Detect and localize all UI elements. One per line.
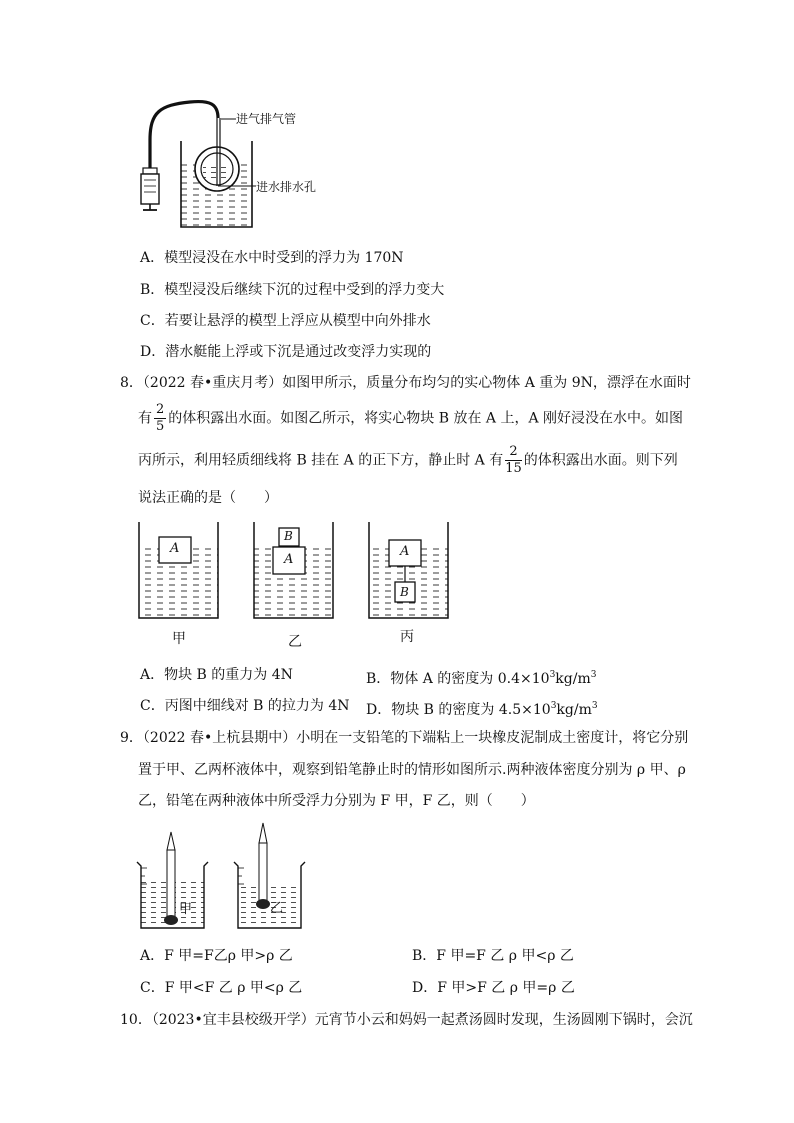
q9-line-2: 置于甲、乙两杯液体中，观察到铅笔静止时的情形如图所示.两种液体密度分别为 ρ 甲、ρ: [138, 762, 686, 778]
q7-option-c-key: C．: [140, 313, 165, 329]
q8-option-b-exp: 3: [549, 670, 556, 680]
block-a-yi: A: [284, 552, 294, 567]
q7-option-b-key: B．: [140, 282, 165, 298]
q7-option-d-key: D．: [140, 344, 166, 360]
q9-option-c: C．F 甲<F 乙 ρ 甲<ρ 乙: [140, 980, 303, 996]
q9-line-3: 乙，铅笔在两种液体中所受浮力分别为 F 甲，F 乙，则（ ）: [138, 793, 535, 809]
q8-option-b-text: B．物体 A 的密度为 0.4×10: [366, 671, 550, 687]
q9-option-b: B．F 甲=F 乙 ρ 甲<ρ 乙: [412, 948, 574, 964]
block-a-bing: A: [400, 544, 410, 559]
q7-option-b-text: 模型浸没后继续下沉的过程中受到的浮力变大: [164, 282, 445, 298]
fraction-numerator: 2: [505, 444, 522, 461]
q8-line-3-end: 的体积露出水面。则下列: [523, 452, 678, 469]
fig-label-yi: 乙: [288, 634, 302, 650]
q8-option-a: A．物块 B 的重力为 4N: [140, 667, 293, 683]
q8-line-2-end: 的体积露出水面。如图乙所示，将实心物块 B 放在 A 上，A 刚好浸没在水中。如图: [168, 410, 684, 427]
q8-option-d-exp: 3: [550, 701, 557, 711]
fraction-numerator: 2: [156, 402, 165, 417]
q9-line-1: 9．（2022 春•上杭县期中）小明在一支铅笔的下端粘上一块橡皮泥制成土密度计，将它分别: [120, 730, 689, 746]
q8-line-3-start: 丙所示，利用轻质细线将 B 挂在 A 的正下方，静止时 A 有: [138, 452, 504, 469]
fraction-denominator: 5: [156, 419, 165, 434]
q9-option-d: D．F 甲>F 乙 ρ 甲=ρ 乙: [412, 980, 575, 996]
q8-option-b-unit: kg/m: [555, 671, 591, 687]
pipe-label: 进气排气管: [236, 112, 297, 126]
q8-option-d-unit: kg/m: [556, 702, 592, 718]
q7-option-d-text: 潜水艇能上浮或下沉是通过改变浮力实现的: [165, 344, 432, 360]
hole-label: 进水排水孔: [256, 180, 317, 194]
q7-option-c-text: 若要让悬浮的模型上浮应从模型中向外排水: [164, 313, 431, 329]
q7-option-a-key: A．: [140, 250, 165, 266]
block-a-jia: A: [170, 541, 180, 556]
q9-fig-label-yi: 乙: [270, 901, 284, 916]
q8-option-d-text: D．物块 B 的密度为 4.5×10: [366, 702, 551, 718]
q8-line-4: 说法正确的是（ ）: [138, 490, 278, 506]
block-b-bing: B: [400, 585, 409, 599]
q8-option-b-unit-exp: 3: [590, 670, 597, 680]
q9-fig-label-jia: 甲: [179, 902, 193, 917]
fig-label-jia: 甲: [172, 631, 186, 647]
fraction-denominator: 15: [505, 461, 522, 476]
q7-option-a-text: 模型浸没在水中时受到的浮力为 170N: [164, 250, 404, 266]
q8-line-1: 8．（2022 春•重庆月考）如图甲所示，质量分布均匀的实心物体 A 重为 9N，漂浮在水面时: [120, 375, 691, 391]
q8-option-c: C．丙图中细线对 B 的拉力为 4N: [140, 698, 350, 714]
block-b-yi: B: [284, 529, 293, 543]
q9-option-a: A．F 甲=F乙ρ 甲>ρ 乙: [140, 948, 293, 964]
q8-line-2-start: 有: [138, 410, 152, 427]
fig-label-bing: 丙: [400, 629, 414, 645]
q10-line-1: 10．（2023•宜丰县校级开学）元宵节小云和妈妈一起煮汤圆时发现，生汤圆刚下锅时，会沉: [120, 1012, 693, 1028]
q8-option-d-unit-exp: 3: [591, 701, 598, 711]
